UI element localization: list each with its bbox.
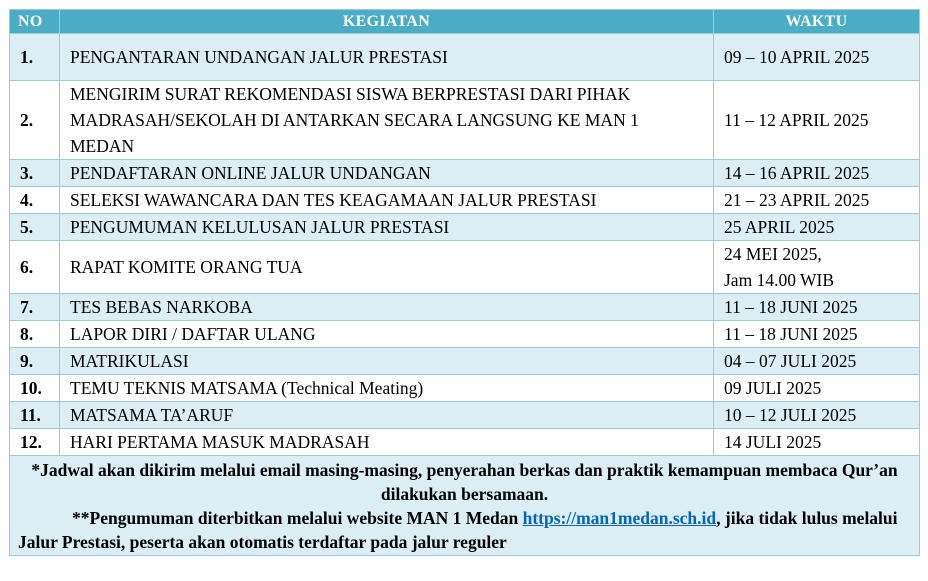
table-row: [10, 321, 920, 348]
schedule-table-container: [9, 9, 919, 556]
table-row: [10, 402, 920, 429]
row-waktu: [714, 241, 920, 294]
table-row: [10, 81, 920, 160]
row-waktu: 25 APRIL 2025: [714, 214, 920, 241]
notes-row: [10, 456, 920, 556]
table-row: [10, 34, 920, 81]
row-no: 1.: [10, 34, 60, 81]
table-row: [10, 294, 920, 321]
row-waktu: 09 – 10 APRIL 2025: [714, 34, 920, 81]
note-2-suffix: , jika tidak lulus melalui Jalur Prestasi, peserta akan otomatis terdaftar pada jalur reguler: [18, 507, 898, 552]
note-2: [18, 506, 911, 554]
row-no: 7.: [10, 294, 60, 321]
note-1: *Jadwal akan dikirim melalui email masing-masing, penyerahan berkas dan praktik kemampuan membaca Qur’an dilakukan bersamaan.: [31, 459, 898, 504]
row-kegiatan: HARI PERTAMA MASUK MADRASAH: [60, 429, 714, 456]
table-row: [10, 187, 920, 214]
row-kegiatan: RAPAT KOMITE ORANG TUA: [60, 241, 714, 294]
row-kegiatan: TES BEBAS NARKOBA: [60, 294, 714, 321]
row-waktu-line2: Jam 14.00 WIB: [724, 270, 835, 290]
row-no: 10.: [10, 375, 60, 402]
header-kegiatan: KEGIATAN: [60, 10, 714, 34]
row-kegiatan: MENGIRIM SURAT REKOMENDASI SISWA BERPRESTASI DARI PIHAK MADRASAH/SEKOLAH DI ANTARKAN SECARA LANGSUNG KE MAN 1 MEDAN: [60, 81, 714, 160]
row-waktu: 21 – 23 APRIL 2025: [714, 187, 920, 214]
row-kegiatan: PENDAFTARAN ONLINE JALUR UNDANGAN: [60, 160, 714, 187]
row-no: 6.: [10, 241, 60, 294]
row-waktu: 04 – 07 JULI 2025: [714, 348, 920, 375]
table-row: [10, 348, 920, 375]
row-waktu: 14 – 16 APRIL 2025: [714, 160, 920, 187]
notes-cell: [10, 456, 920, 556]
note-2-prefix: **Pengumuman diterbitkan melalui website MAN 1 Medan: [72, 507, 523, 528]
row-waktu: 14 JULI 2025: [714, 429, 920, 456]
row-no: 9.: [10, 348, 60, 375]
row-kegiatan: TEMU TEKNIS MATSAMA (Technical Meating): [60, 375, 714, 402]
row-no: 3.: [10, 160, 60, 187]
table-row: [10, 160, 920, 187]
row-waktu: 09 JULI 2025: [714, 375, 920, 402]
header-no: NO: [10, 10, 60, 34]
website-link[interactable]: https://man1medan.sch.id: [522, 507, 717, 528]
row-kegiatan: SELEKSI WAWANCARA DAN TES KEAGAMAAN JALUR PRESTASI: [60, 187, 714, 214]
row-kegiatan: PENGUMUMAN KELULUSAN JALUR PRESTASI: [60, 214, 714, 241]
table-row: [10, 241, 920, 294]
row-waktu: 11 – 18 JUNI 2025: [714, 294, 920, 321]
header-waktu: WAKTU: [714, 10, 920, 34]
table-row: [10, 429, 920, 456]
table-row: [10, 375, 920, 402]
row-kegiatan: LAPOR DIRI / DAFTAR ULANG: [60, 321, 714, 348]
row-no: 5.: [10, 214, 60, 241]
row-kegiatan: MATSAMA TA’ARUF: [60, 402, 714, 429]
row-kegiatan: PENGANTARAN UNDANGAN JALUR PRESTASI: [60, 34, 714, 81]
row-no: 4.: [10, 187, 60, 214]
row-waktu-line1: 24 MEI 2025,: [724, 244, 822, 264]
schedule-table: [9, 9, 920, 556]
row-waktu: 11 – 12 APRIL 2025: [714, 81, 920, 160]
table-header-row: [10, 10, 920, 34]
table-row: [10, 214, 920, 241]
row-no: 11.: [10, 402, 60, 429]
row-waktu: 10 – 12 JULI 2025: [714, 402, 920, 429]
row-kegiatan: MATRIKULASI: [60, 348, 714, 375]
row-no: 12.: [10, 429, 60, 456]
row-no: 2.: [10, 81, 60, 160]
row-waktu: 11 – 18 JUNI 2025: [714, 321, 920, 348]
row-no: 8.: [10, 321, 60, 348]
